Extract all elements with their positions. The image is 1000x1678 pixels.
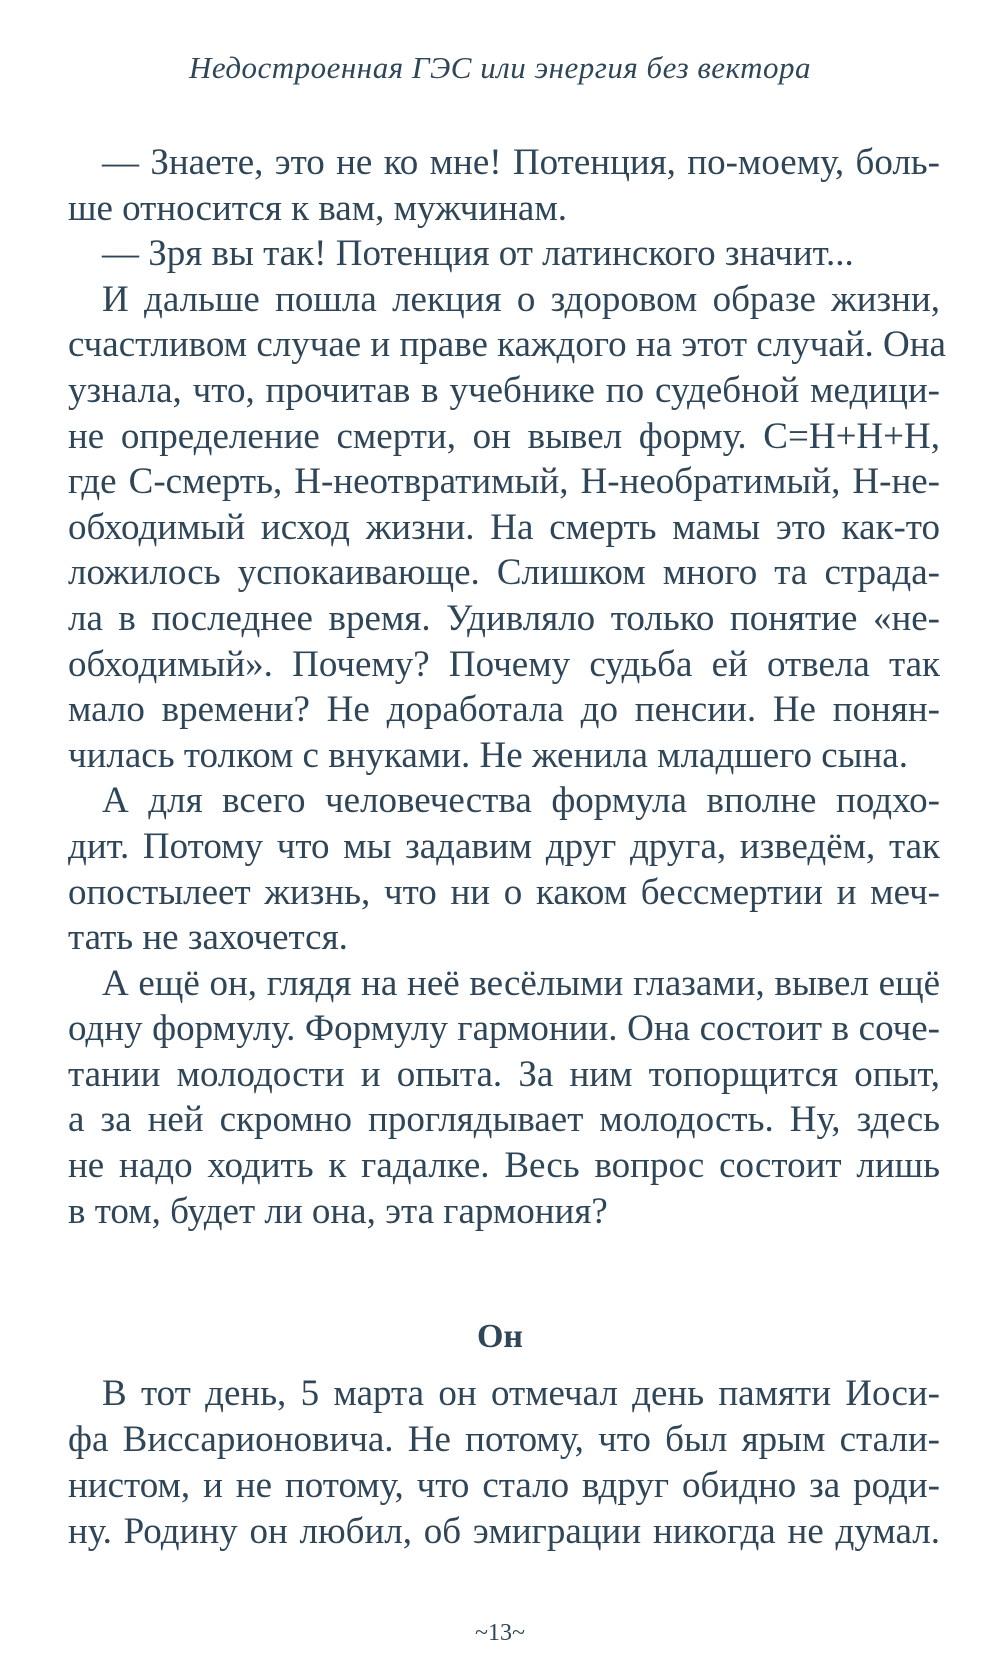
section-heading: Он	[476, 1318, 524, 1355]
body-text	[68, 140, 946, 1234]
text-line: не надо ходить к гадалке. Весь вопрос состоит лишь	[68, 1145, 940, 1187]
text-line: нистом, и не потому, что стало вдруг обидно за роди-	[68, 1465, 940, 1506]
section-body-text	[68, 1371, 940, 1555]
text-line: а за ней скромно проглядывает молодость. Ну, здесь	[68, 1099, 940, 1141]
text-line: одну формулу. Формулу гармонии. Она состоит в соче-	[68, 1008, 940, 1050]
text-line: — Зря вы так! Потенция от латинского значит...	[102, 233, 854, 275]
text-line: ше относится к вам, мужчинам.	[68, 187, 568, 229]
text-line: — Знаете, это не ко мне! Потенция, по-моему, боль-	[102, 142, 940, 183]
text-line: ла в последнее время. Удивляло только понятие «не-	[68, 597, 940, 639]
text-line: ну. Родину он любил, об эмиграции никогда не думал.	[68, 1511, 940, 1552]
text-line: дит. Потому что мы задавим друг друга, изведём, так	[68, 825, 940, 867]
text-line: В тот день, 5 марта он отмечал день памяти Иоси-	[102, 1373, 940, 1414]
page-number: ~13~	[475, 1620, 525, 1646]
text-line: тать не захочется.	[68, 917, 348, 959]
text-line: где С-смерть, Н-неотвратимый, Н-необратимый, Н-не-	[68, 461, 940, 503]
text-line: А для всего человечества формула вполне подхо-	[102, 780, 940, 822]
text-line: не определение смерти, он вывел форму. С=Н+Н+Н,	[68, 415, 940, 457]
text-line: счастливом случае и праве каждого на этот случай. Она	[68, 324, 946, 366]
text-line: тании молодости и опыта. За ним топорщится опыт,	[68, 1053, 940, 1095]
text-line: узнала, что, прочитав в учебнике по судебной медици-	[68, 369, 940, 411]
text-line: А ещё он, глядя на неё весёлыми глазами, вывел ещё	[102, 962, 940, 1004]
text-line: обходимый». Почему? Почему судьба ей отвела так	[68, 643, 940, 685]
text-line: обходимый исход жизни. На смерть мамы это как-то	[68, 506, 940, 548]
text-line: в том, будет ли она, эта гармония?	[68, 1190, 608, 1232]
text-line: И дальше пошла лекция о здоровом образе жизни,	[102, 278, 940, 320]
running-head: Недостроенная ГЭС или энергия без вектора	[188, 50, 812, 85]
text-line: опостылеет жизнь, что ни о каком бессмертии и меч-	[68, 871, 940, 913]
text-line: ложилось успокаивающе. Слишком много та страда-	[68, 552, 940, 594]
text-line: фа Виссарионовича. Не потому, что был ярым стали-	[68, 1419, 940, 1460]
text-line: мало времени? Не доработала до пенсии. Не понян-	[68, 689, 940, 731]
text-line: чилась толком с внуками. Не женила младшего сына.	[68, 734, 908, 776]
